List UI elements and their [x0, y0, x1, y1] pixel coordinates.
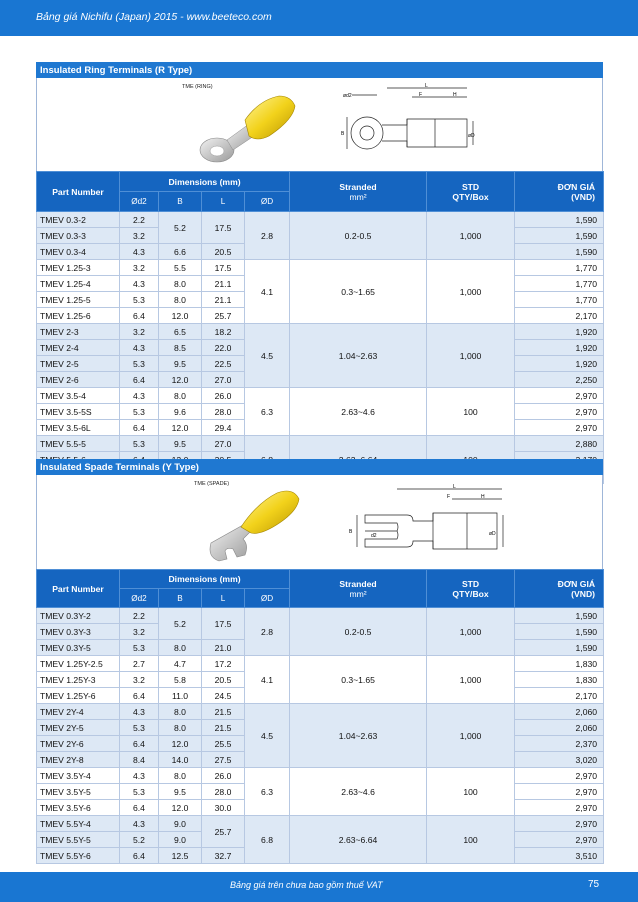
table-cell: 25.5: [202, 736, 245, 752]
table-cell: 22.5: [202, 356, 245, 372]
table-cell: 1,000: [427, 324, 515, 388]
table-cell: 3,510: [515, 848, 604, 864]
table-cell: 9.5: [159, 784, 202, 800]
ring-terminal-photo: [187, 90, 307, 170]
table-cell: 0.2-0.5: [290, 608, 427, 656]
table-cell: 20.5: [202, 672, 245, 688]
table-cell: 0.3~1.65: [290, 656, 427, 704]
table-cell: TMEV 1.25-6: [37, 308, 120, 324]
table-cell: TMEV 3.5Y-5: [37, 784, 120, 800]
table-cell: 9.5: [159, 436, 202, 452]
ring-image-caption: TME (RING): [182, 84, 213, 90]
table-cell: 1,920: [515, 324, 604, 340]
table-cell: 11.0: [159, 688, 202, 704]
table-cell: 3.2: [120, 260, 159, 276]
spade-drawing-label-f: F: [447, 494, 451, 500]
table-cell: 24.5: [202, 688, 245, 704]
table-cell: TMEV 1.25Y-6: [37, 688, 120, 704]
table-cell: 2.63~4.6: [290, 768, 427, 816]
header-b: B: [159, 192, 202, 212]
table-cell: 12.5: [159, 848, 202, 864]
table-cell: 2,970: [515, 784, 604, 800]
table-cell: 21.5: [202, 720, 245, 736]
table-cell: 2.63~6.64: [290, 816, 427, 864]
table-cell: 5.2: [120, 832, 159, 848]
table-cell: 6.3: [245, 388, 290, 436]
table-cell: 5.3: [120, 404, 159, 420]
table-cell: 2.7: [120, 656, 159, 672]
table-cell: 27.0: [202, 436, 245, 452]
table-cell: TMEV 2Y-4: [37, 704, 120, 720]
table-cell: 28.0: [202, 404, 245, 420]
table-cell: TMEV 1.25-3: [37, 260, 120, 276]
table-cell: 2,060: [515, 720, 604, 736]
header-price: ĐƠN GIÁ (VND): [515, 570, 604, 608]
header-part-number: Part Number: [37, 172, 120, 212]
table-cell: 1,770: [515, 292, 604, 308]
table-cell: TMEV 2-6: [37, 372, 120, 388]
table-cell: 25.7: [202, 308, 245, 324]
table-cell: 20.5: [202, 244, 245, 260]
table-cell: 100: [427, 388, 515, 436]
ring-drawing-label-d2: ød2: [343, 93, 352, 99]
table-cell: 1,770: [515, 260, 604, 276]
spade-image-caption: TME (SPADE): [194, 481, 230, 487]
table-cell: 2,970: [515, 420, 604, 436]
table-cell: 1,000: [427, 212, 515, 260]
table-cell: 21.1: [202, 276, 245, 292]
ring-drawing-label-h: H: [453, 92, 457, 98]
table-cell: TMEV 3.5Y-4: [37, 768, 120, 784]
table-cell: 1,000: [427, 704, 515, 768]
table-cell: 4.3: [120, 340, 159, 356]
table-cell: 1,590: [515, 624, 604, 640]
table-cell: 8.5: [159, 340, 202, 356]
table-cell: TMEV 2Y-8: [37, 752, 120, 768]
table-cell: 9.6: [159, 404, 202, 420]
table-cell: 5.3: [120, 436, 159, 452]
table-cell: 32.7: [202, 848, 245, 864]
table-cell: 9.0: [159, 816, 202, 832]
table-cell: 4.5: [245, 704, 290, 768]
table-cell: 1,590: [515, 228, 604, 244]
table-cell: 4.3: [120, 816, 159, 832]
table-cell: 2,970: [515, 816, 604, 832]
table-cell: TMEV 2-3: [37, 324, 120, 340]
ring-drawing-label-d: øD: [468, 133, 475, 139]
header-stranded: Stranded mm²: [290, 570, 427, 608]
table-cell: TMEV 1.25-4: [37, 276, 120, 292]
table-cell: 18.2: [202, 324, 245, 340]
table-cell: 2,970: [515, 768, 604, 784]
table-cell: 6.4: [120, 420, 159, 436]
table-cell: 17.5: [202, 212, 245, 244]
table-row: [37, 260, 604, 276]
table-cell: 26.0: [202, 388, 245, 404]
table-cell: 2.8: [245, 608, 290, 656]
table-cell: 4.7: [159, 656, 202, 672]
table-cell: 1,590: [515, 244, 604, 260]
table-cell: 21.1: [202, 292, 245, 308]
table-cell: 100: [427, 768, 515, 816]
table-cell: 2,060: [515, 704, 604, 720]
table-cell: 5.3: [120, 784, 159, 800]
table-row: [37, 436, 604, 452]
table-cell: 1,920: [515, 356, 604, 372]
header-d2: Ød2: [120, 589, 159, 608]
table-cell: 5.3: [120, 720, 159, 736]
table-cell: 6.4: [120, 308, 159, 324]
table-cell: TMEV 3.5-5S: [37, 404, 120, 420]
header-d: ØD: [245, 589, 290, 608]
footer-note: Bảng giá trên chưa bao gồm thuế VAT: [230, 880, 383, 890]
table-row: [37, 816, 604, 832]
table-cell: 2.2: [120, 212, 159, 228]
table-cell: 2,970: [515, 404, 604, 420]
table-cell: TMEV 2Y-5: [37, 720, 120, 736]
table-cell: 12.0: [159, 420, 202, 436]
table-cell: 6.6: [159, 244, 202, 260]
table-cell: 1,590: [515, 608, 604, 624]
table-cell: TMEV 3.5-4: [37, 388, 120, 404]
table-cell: 27.0: [202, 372, 245, 388]
table-cell: 5.2: [159, 608, 202, 640]
table-cell: 6.4: [120, 800, 159, 816]
table-cell: 12.0: [159, 372, 202, 388]
table-cell: 6.4: [120, 848, 159, 864]
table-cell: 3.2: [120, 228, 159, 244]
table-cell: 30.0: [202, 800, 245, 816]
table-cell: 29.4: [202, 420, 245, 436]
table-cell: TMEV 1.25Y-2.5: [37, 656, 120, 672]
table-cell: 6.8: [245, 816, 290, 864]
table-cell: 5.3: [120, 640, 159, 656]
table-row: [37, 212, 604, 228]
header-stranded: Stranded mm²: [290, 172, 427, 212]
spade-section-title: Insulated Spade Terminals (Y Type): [36, 459, 603, 475]
table-cell: 8.0: [159, 292, 202, 308]
header-b: B: [159, 589, 202, 608]
table-cell: 2,970: [515, 800, 604, 816]
table-cell: 2,370: [515, 736, 604, 752]
table-cell: TMEV 3.5-6L: [37, 420, 120, 436]
table-cell: 1,920: [515, 340, 604, 356]
spade-drawing-label-b: B: [349, 529, 353, 535]
table-cell: 1,000: [427, 656, 515, 704]
table-cell: TMEV 0.3Y-3: [37, 624, 120, 640]
table-row: [37, 608, 604, 624]
ring-drawing-label-b: B: [341, 131, 345, 137]
table-cell: 2,170: [515, 308, 604, 324]
table-cell: 9.0: [159, 832, 202, 848]
table-cell: TMEV 5.5Y-5: [37, 832, 120, 848]
table-cell: TMEV 0.3Y-5: [37, 640, 120, 656]
table-row: [37, 704, 604, 720]
table-cell: 12.0: [159, 308, 202, 324]
header-l: L: [202, 192, 245, 212]
header-dimensions: Dimensions (mm): [120, 570, 290, 589]
table-cell: 6.4: [120, 372, 159, 388]
table-cell: 1,590: [515, 640, 604, 656]
page-number: 75: [588, 879, 600, 890]
table-cell: 4.5: [245, 324, 290, 388]
table-cell: 1.04~2.63: [290, 704, 427, 768]
table-cell: 2,250: [515, 372, 604, 388]
table-cell: 2,880: [515, 436, 604, 452]
header-title: Bảng giá Nichifu (Japan) 2015 - www.beeteco.com: [36, 11, 272, 23]
table-cell: 4.3: [120, 244, 159, 260]
table-cell: 25.7: [202, 816, 245, 848]
table-row: [37, 388, 604, 404]
table-cell: 22.0: [202, 340, 245, 356]
table-cell: TMEV 1.25-5: [37, 292, 120, 308]
table-cell: 6.3: [245, 768, 290, 816]
table-cell: TMEV 0.3-2: [37, 212, 120, 228]
table-cell: 0.2-0.5: [290, 212, 427, 260]
table-cell: TMEV 1.25Y-3: [37, 672, 120, 688]
table-cell: 17.5: [202, 260, 245, 276]
table-cell: 6.4: [120, 736, 159, 752]
table-cell: TMEV 5.5Y-4: [37, 816, 120, 832]
table-cell: 5.3: [120, 292, 159, 308]
table-cell: TMEV 0.3-4: [37, 244, 120, 260]
table-cell: 3.2: [120, 672, 159, 688]
table-cell: 3,020: [515, 752, 604, 768]
table-row: [37, 768, 604, 784]
ring-section-title: Insulated Ring Terminals (R Type): [36, 62, 603, 78]
table-cell: 0.3~1.65: [290, 260, 427, 324]
table-cell: 8.4: [120, 752, 159, 768]
table-cell: TMEV 2-4: [37, 340, 120, 356]
table-cell: 5.2: [159, 212, 202, 244]
table-cell: 100: [427, 816, 515, 864]
table-cell: 1,770: [515, 276, 604, 292]
table-cell: 27.5: [202, 752, 245, 768]
table-row: [37, 656, 604, 672]
table-cell: 4.1: [245, 656, 290, 704]
header-dimensions: Dimensions (mm): [120, 172, 290, 192]
table-cell: TMEV 5.5Y-6: [37, 848, 120, 864]
table-cell: 2.63~4.6: [290, 388, 427, 436]
header-std-qty: STD QTY/Box: [427, 570, 515, 608]
spade-dimension-drawing: [327, 481, 507, 563]
table-cell: 12.0: [159, 800, 202, 816]
ring-image-area: [36, 78, 603, 171]
header-d: ØD: [245, 192, 290, 212]
table-cell: 4.3: [120, 388, 159, 404]
table-cell: 2,970: [515, 388, 604, 404]
table-row: [37, 324, 604, 340]
table-cell: 2,970: [515, 832, 604, 848]
table-cell: TMEV 0.3Y-2: [37, 608, 120, 624]
table-cell: 4.3: [120, 768, 159, 784]
table-cell: 1,000: [427, 260, 515, 324]
ring-drawing-label-l: L: [425, 83, 428, 89]
table-cell: 2,170: [515, 688, 604, 704]
header-price: ĐƠN GIÁ (VND): [515, 172, 604, 212]
ring-drawing-label-f: F: [419, 92, 423, 98]
table-cell: TMEV 2-5: [37, 356, 120, 372]
spade-drawing-label-h: H: [481, 494, 485, 500]
table-cell: 1,000: [427, 608, 515, 656]
table-cell: TMEV 3.5Y-6: [37, 800, 120, 816]
table-cell: 21.0: [202, 640, 245, 656]
table-cell: 1,590: [515, 212, 604, 228]
header-d2: Ød2: [120, 192, 159, 212]
table-cell: 5.8: [159, 672, 202, 688]
table-cell: 9.5: [159, 356, 202, 372]
table-cell: 4.3: [120, 704, 159, 720]
table-cell: 4.3: [120, 276, 159, 292]
ring-dimension-drawing: [327, 83, 477, 163]
table-cell: 26.0: [202, 768, 245, 784]
spade-drawing-label-l: L: [453, 484, 456, 490]
table-cell: TMEV 5.5-5: [37, 436, 120, 452]
table-cell: 2.2: [120, 608, 159, 624]
table-cell: 5.3: [120, 356, 159, 372]
header-l: L: [202, 589, 245, 608]
table-cell: 17.5: [202, 608, 245, 640]
table-cell: 12.0: [159, 736, 202, 752]
spade-drawing-label-d2: d2: [371, 533, 377, 539]
table-cell: 1,830: [515, 656, 604, 672]
table-cell: 3.2: [120, 624, 159, 640]
spade-terminal-photo: [197, 485, 317, 569]
spade-image-area: [36, 475, 603, 569]
table-cell: 17.2: [202, 656, 245, 672]
table-cell: 8.0: [159, 640, 202, 656]
header-part-number: Part Number: [37, 570, 120, 608]
table-cell: 3.2: [120, 324, 159, 340]
table-cell: TMEV 2Y-6: [37, 736, 120, 752]
table-cell: 8.0: [159, 720, 202, 736]
ring-table: [36, 171, 604, 484]
table-cell: 8.0: [159, 276, 202, 292]
header-std-qty: STD QTY/Box: [427, 172, 515, 212]
table-cell: 14.0: [159, 752, 202, 768]
table-cell: 8.0: [159, 388, 202, 404]
table-cell: 8.0: [159, 768, 202, 784]
spade-table: [36, 569, 604, 864]
table-cell: 6.5: [159, 324, 202, 340]
table-cell: 1.04~2.63: [290, 324, 427, 388]
table-cell: 8.0: [159, 704, 202, 720]
table-cell: 28.0: [202, 784, 245, 800]
spade-drawing-label-d: øD: [489, 531, 496, 537]
table-cell: TMEV 0.3-3: [37, 228, 120, 244]
table-cell: 21.5: [202, 704, 245, 720]
table-cell: 6.4: [120, 688, 159, 704]
table-cell: 2.8: [245, 212, 290, 260]
table-cell: 5.5: [159, 260, 202, 276]
table-cell: 1,830: [515, 672, 604, 688]
table-cell: 4.1: [245, 260, 290, 324]
